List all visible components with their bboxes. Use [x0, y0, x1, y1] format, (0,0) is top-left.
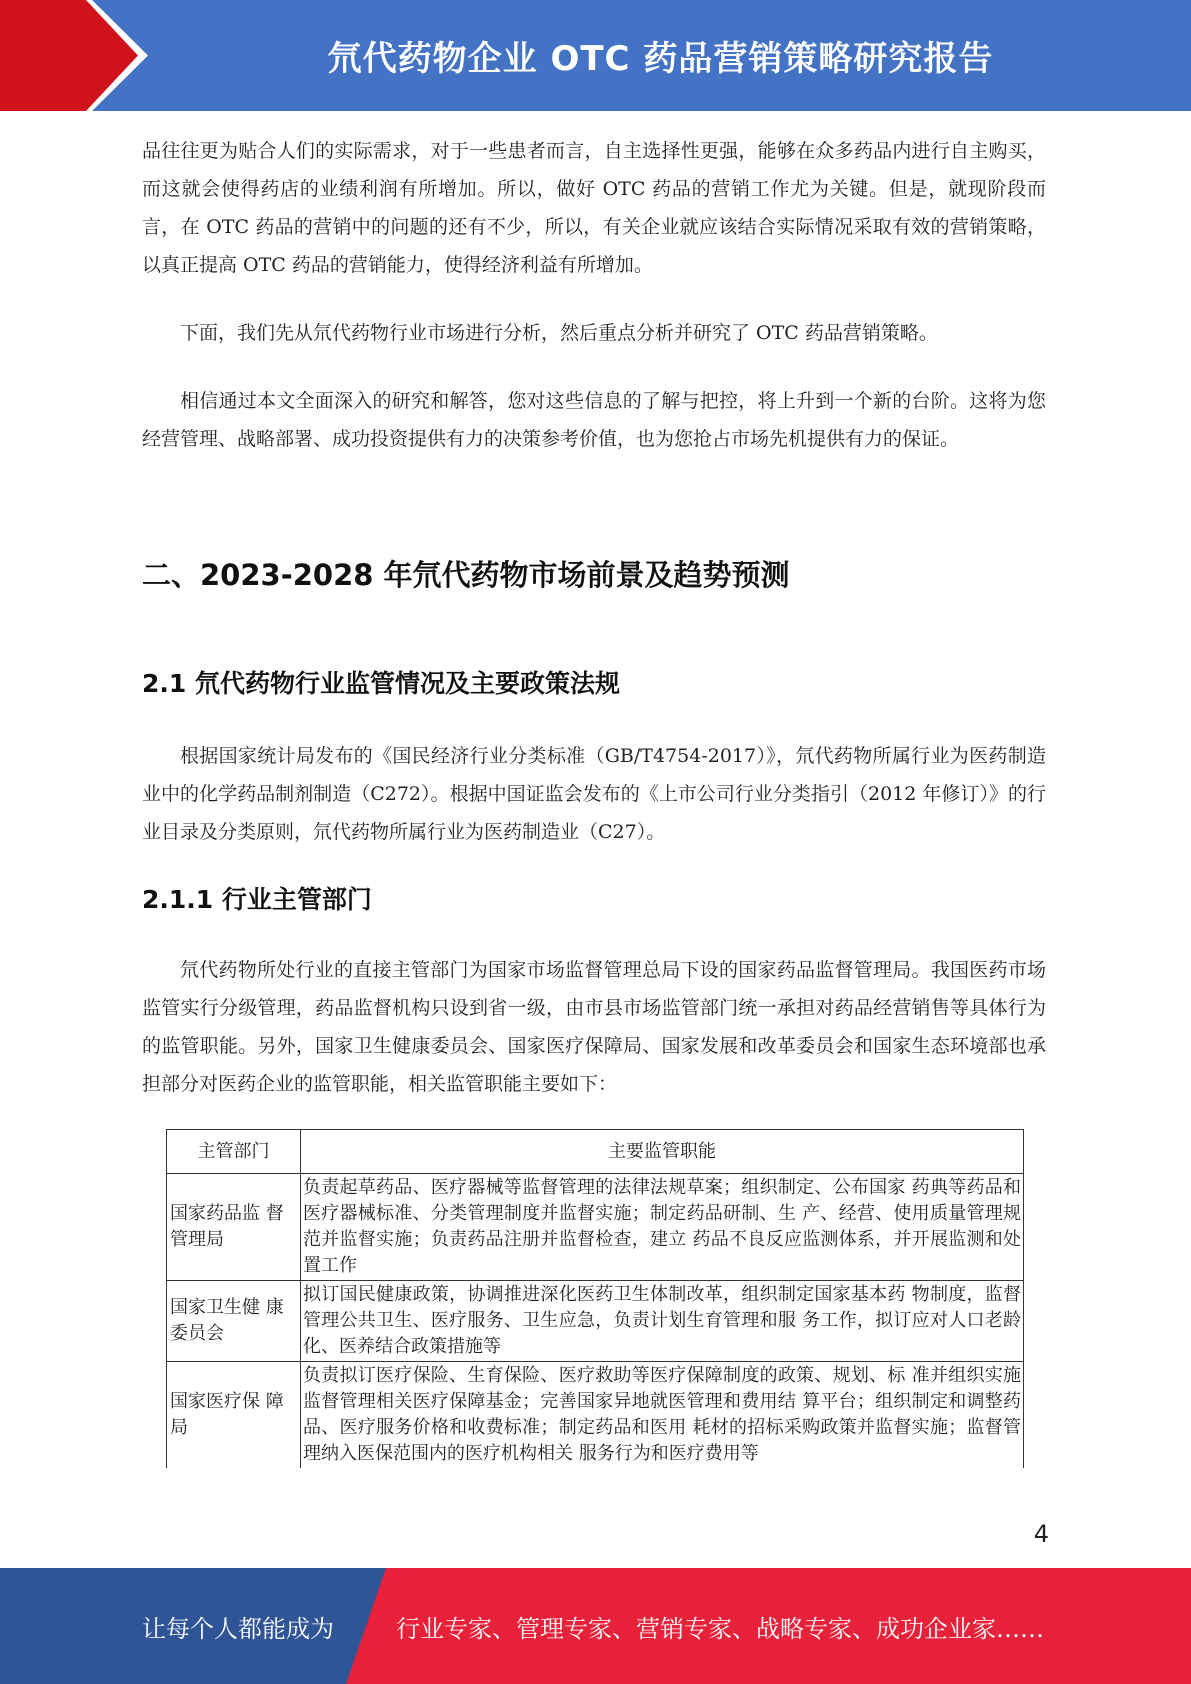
page-number: 4 [1033, 1520, 1049, 1548]
table-row [167, 1174, 1024, 1281]
report-title: 氘代药物企业 OTC 药品营销策略研究报告 [327, 39, 994, 79]
intro-text [142, 132, 1046, 458]
table-header-row [167, 1130, 1024, 1174]
table-header-duty: 主要监管职能 [301, 1130, 1024, 1174]
table-header-dept: 主管部门 [167, 1130, 301, 1174]
regulator-table [166, 1129, 1024, 1468]
table-cell-duty: 负责起草药品、医疗器械等监督管理的法律法规草案；组织制定、公布国家 药典等药品和医疗器械标准、分类管理制度并监督实施；制定药品研制、生 产、经营、使用质量管理规范并监督实施；负责药品注册并监督检查，建立 药品不良反应监测体系，并开展监测和处置工作 [301, 1174, 1024, 1281]
paragraph-1: 品往往更为贴合人们的实际需求，对于一些患者而言，自主选择性更强，能够在众多药品内进行自主购买，而这就会使得药店的业绩利润有所增加。所以，做好 OTC 药品的营销工作尤为关键。但是，就现阶段而言，在 OTC 药品的营销中的问题的还有不少，所以，有关企业就应该结合实际情况采取有效的营销策略，以真正提高 OTC 药品的营销能力，使得经济利益有所增加。 [142, 140, 1046, 276]
page-footer [0, 1568, 1191, 1684]
subsection-2-1-paragraph: 根据国家统计局发布的《国民经济行业分类标准（GB/T4754-2017）》，氘代药物所属行业为医药制造业中的化学药品制剂制造（C272）。根据中国证监会发布的《上市公司行业分类指引（2012 年修订）》的行业目录及分类原则，氘代药物所属行业为医药制造业（C27）。 [142, 745, 1046, 843]
subsection-heading-2-1-1: 2.1.1 行业主管部门 [142, 885, 372, 914]
table-row [167, 1281, 1024, 1362]
page-header [0, 0, 1191, 111]
section-heading: 二、2023-2028 年氘代药物市场前景及趋势预测 [142, 558, 790, 592]
paragraph-3: 相信通过本文全面深入的研究和解答，您对这些信息的了解与把控，将上升到一个新的台阶。这将为您经营管理、战略部署、成功投资提供有力的决策参考价值，也为您抢占市场先机提供有力的保证。 [142, 390, 1046, 450]
table-cell-dept: 国家药品监 督管理局 [167, 1174, 301, 1281]
table-cell-duty: 负责拟订医疗保险、生育保险、医疗救助等医疗保障制度的政策、规划、标 准并组织实施监督管理相关医疗保障基金；完善国家异地就医管理和费用结 算平台；组织制定和调整药品、医疗服务价格和收费标准；制定药品和医用 耗材的招标采购政策并监督实施；监督管理纳入医保范围内的医疗机构相关 服务行为和医疗费用等 [301, 1362, 1024, 1469]
subsection-2-1-1-paragraph: 氘代药物所处行业的直接主管部门为国家市场监督管理总局下设的国家药品监督管理局。我国医药市场监管实行分级管理，药品监督机构只设到省一级，由市县市场监管部门统一承担对药品经营销售等具体行为的监管职能。另外，国家卫生健康委员会、国家医疗保障局、国家发展和改革委员会和国家生态环境部也承担部分对医药企业的监管职能，相关监管职能主要如下： [142, 959, 1046, 1095]
table-cell-dept: 国家卫生健 康委员会 [167, 1281, 301, 1362]
footer-slogan-right: 行业专家、管理专家、营销专家、战略专家、成功企业家…… [396, 1614, 1044, 1643]
table-row [167, 1362, 1024, 1469]
table-cell-dept: 国家医疗保 障局 [167, 1362, 301, 1469]
subsection-heading-2-1: 2.1 氘代药物行业监管情况及主要政策法规 [142, 669, 620, 698]
footer-slogan-left: 让每个人都能成为 [142, 1614, 334, 1643]
table-cell-duty: 拟订国民健康政策，协调推进深化医药卫生体制改革，组织制定国家基本药 物制度，监督管理公共卫生、医疗服务、卫生应急，负责计划生育管理和服 务工作，拟订应对人口老龄化、医养结合政策措施等 [301, 1281, 1024, 1362]
paragraph-2: 下面，我们先从氘代药物行业市场进行分析，然后重点分析并研究了 OTC 药品营销策略。 [180, 322, 938, 344]
